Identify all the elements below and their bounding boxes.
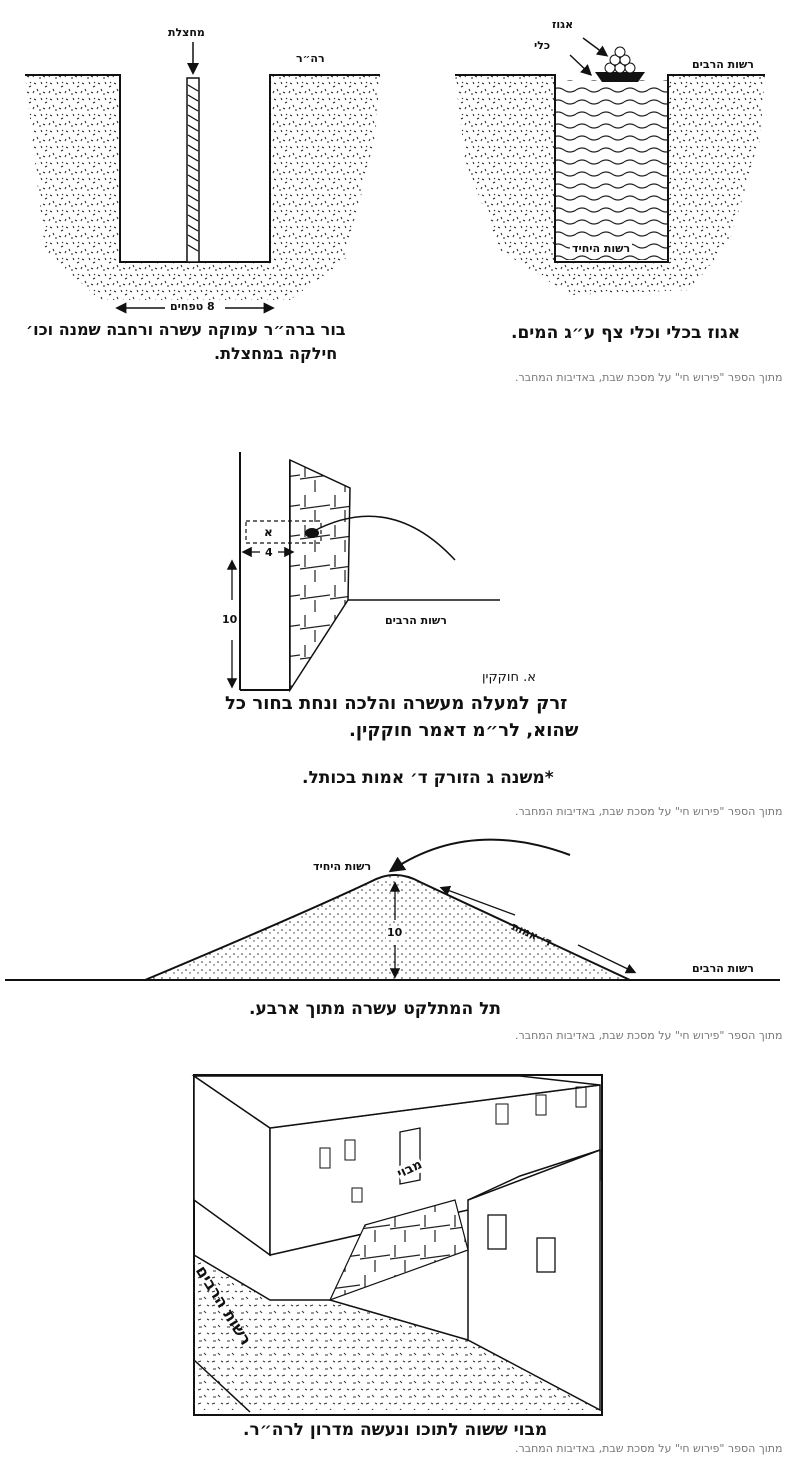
source-credit-4: מתוך הספר "פירוש חי" על מסכת שבת, באדיבות המחבר. [515, 1442, 783, 1455]
ten-label-wall: 10 [222, 613, 238, 626]
public-domain-label-wall: רשות הרבים [385, 614, 447, 627]
source-credit-1: מתוך הספר "פירוש חי" על מסכת שבת, באדיבות המחבר. [515, 371, 783, 384]
private-domain-label-mound: רשות היחיד [313, 860, 372, 873]
pit-with-divider-drawing [25, 42, 380, 308]
public-domain-label-left: רה״ר [296, 52, 325, 65]
mound-drawing [5, 840, 780, 980]
alley-drawing [191, 1075, 602, 1415]
pit-caption-line2: חילקה במחצלת. [214, 344, 338, 363]
mishna-heading: *משנה ג הזורק ד׳ אמות בכותל. [302, 768, 554, 788]
wall-caption-line1: זרק למעלה מעשרה והלכה ונחת בחור כל [225, 693, 568, 714]
ten-label-mound: 10 [387, 926, 403, 939]
four-label: 4 [265, 546, 273, 559]
nut-label: אגוז [552, 18, 574, 31]
pit-caption-line1: בור ברה״ר עמוקה עשרה ורחבה שמנה וכו׳ [26, 320, 346, 339]
source-credit-2: מתוך הספר "פירוש חי" על מסכת שבת, באדיבות המחבר. [515, 805, 783, 818]
wall-caption-line2: שהוא, לר״מ דאמר חוקקין. [349, 720, 579, 741]
hollow-credit: א. חוקקין [482, 670, 536, 685]
vessel-label: כלי [534, 39, 551, 52]
public-domain-label-right: רשות הרבים [692, 58, 754, 71]
four-amot-label: ד׳ אמות [509, 920, 554, 950]
alley-label: מבוי [395, 1157, 425, 1182]
water-pit-drawing [455, 38, 765, 295]
point-a-label: א [264, 525, 273, 539]
width-label: 8 טפחים [170, 300, 215, 313]
mound-caption: תל המתלקט עשרה מתוך ארבע. [249, 999, 501, 1019]
alley-caption: מבוי ששוה לתוכו ונעשה מדרון לרה״ר. [243, 1420, 548, 1440]
public-domain-label-mound: רשות הרבים [692, 962, 754, 975]
source-credit-3: מתוך הספר "פירוש חי" על מסכת שבת, באדיבות המחבר. [515, 1029, 783, 1042]
wall-throw-drawing [232, 452, 500, 690]
nut-caption: אגוז בכלי וכלי צף ע״ג המים. [511, 323, 741, 343]
private-domain-label: רשות היחיד [572, 242, 631, 255]
divider-label: מחצלת [168, 26, 205, 39]
public-domain-label-street: רשות הרבים [191, 1262, 256, 1349]
